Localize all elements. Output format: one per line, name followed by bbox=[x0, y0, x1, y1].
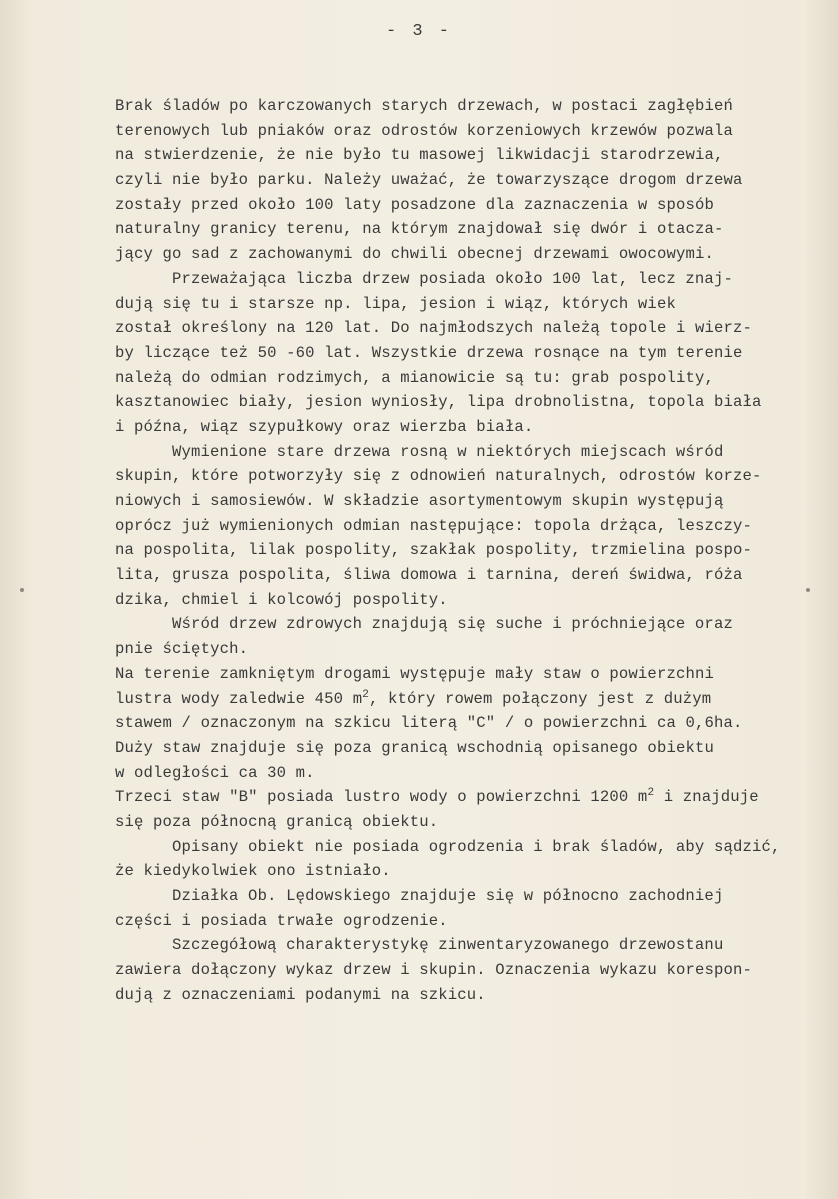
text-line: należą do odmian rodzimych, a mianowicie są tu: grab pospolity, bbox=[115, 368, 714, 387]
text-line: Brak śladów po karczowanych starych drzewach, w postaci zagłębień bbox=[115, 97, 734, 115]
text-line: oprócz już wymienionych odmian następujące: topola drżąca, leszczy- bbox=[115, 516, 753, 535]
body-text bbox=[115, 94, 830, 1007]
text-line: stawem / oznaczonym na szkicu literą "C" / o powierzchni ca 0,6ha. bbox=[115, 714, 743, 733]
text-line: części i posiada trwałe ogrodzenie. bbox=[115, 911, 448, 930]
text-line: naturalny granicy terenu, na którym znajdował się dwór i otacza- bbox=[115, 220, 724, 239]
text-line: kasztanowiec biały, jesion wyniosły, lipa drobnolistna, topola biała bbox=[115, 393, 762, 412]
text-line: lita, grusza pospolita, śliwa domowa i tarnina, dereń świdwa, róża bbox=[115, 566, 743, 585]
text-line: Trzeci staw "B" posiada lustro wody o powierzchni 1200 $m^2$ i znajduje bbox=[115, 787, 759, 807]
text-line: Na terenie zamkniętym drogami występuje mały staw o powierzchni bbox=[115, 664, 714, 683]
text-line: zawiera dołączony wykaz drzew i skupin. Oznaczenia wykazu korespon- bbox=[115, 961, 753, 980]
text-line: jący go sad z zachowanymi do chwili obecnej drzewami owocowymi. bbox=[115, 245, 714, 264]
page-number: - 3 - bbox=[385, 22, 452, 41]
text-line: i późna, wiąz szypułkowy oraz wierzba biała. bbox=[115, 417, 534, 436]
text-line: Opisany obiekt nie posiada ogrodzenia i brak śladów, aby sądzić, bbox=[172, 837, 781, 856]
text-line: dzika, chmiel i kolcowój pospolity. bbox=[115, 590, 448, 609]
text-line: że kiedykolwiek ono istniało. bbox=[115, 862, 391, 881]
text-line: Szczegółową charakterystykę zinwentaryzowanego drzewostanu bbox=[172, 936, 724, 955]
margin-mark-right bbox=[806, 588, 810, 592]
text-line: w odległości ca 30 m. bbox=[115, 763, 315, 782]
text-line: na pospolita, lilak pospolity, szakłak pospolity, trzmielina pospo- bbox=[115, 541, 753, 560]
text-line: Działka Ob. Lędowskiego znajduje się w północno zachodniej bbox=[172, 887, 724, 905]
text-line: terenowych lub pniaków oraz odrostów korzeniowych krzewów pozwala bbox=[115, 121, 734, 140]
text-line: skupin, które potworzyły się z odnowień naturalnych, odrostów korze- bbox=[115, 467, 762, 486]
text-line: dują z oznaczeniami podanymi na szkicu. bbox=[115, 985, 486, 1004]
text-line: dują się tu i starsze np. lipa, jesion i wiąz, których wiek bbox=[115, 294, 676, 313]
text-line: Duży staw znajduje się poza granicą wschodnią opisanego obiektu bbox=[115, 738, 714, 757]
text-line: Przeważająca liczba drzew posiada około 100 lat, lecz znaj- bbox=[172, 269, 733, 288]
text-line: by liczące też 50 -60 lat. Wszystkie drzewa rosnące na tym terenie bbox=[115, 343, 743, 362]
text-line: się poza północną granicą obiektu. bbox=[115, 812, 439, 831]
text-line: zostały przed około 100 laty posadzone dla zaznaczenia w sposób bbox=[115, 195, 714, 214]
text-line: został określony na 120 lat. Do najmłodszych należą topole i wierz- bbox=[115, 319, 753, 338]
text-line: na stwierdzenie, że nie było tu masowej likwidacji starodrzewia, bbox=[115, 146, 724, 165]
text-line: pnie ściętych. bbox=[115, 640, 249, 659]
text-line: lustra wody zaledwie 450 $m^2$, który rowem połączony jest z dużym bbox=[115, 688, 712, 708]
margin-mark-left bbox=[20, 588, 24, 592]
text-line: czyli nie było parku. Należy uważać, że towarzyszące drogom drzewa bbox=[115, 171, 743, 190]
text-line: Wymienione stare drzewa rosną w niektórych miejscach wśród bbox=[172, 442, 724, 461]
text-line: Wśród drzew zdrowych znajdują się suche i próchniejące oraz bbox=[172, 615, 733, 634]
text-line: niowych i samosiewów. W składzie asortymentowym skupin występują bbox=[115, 492, 724, 510]
